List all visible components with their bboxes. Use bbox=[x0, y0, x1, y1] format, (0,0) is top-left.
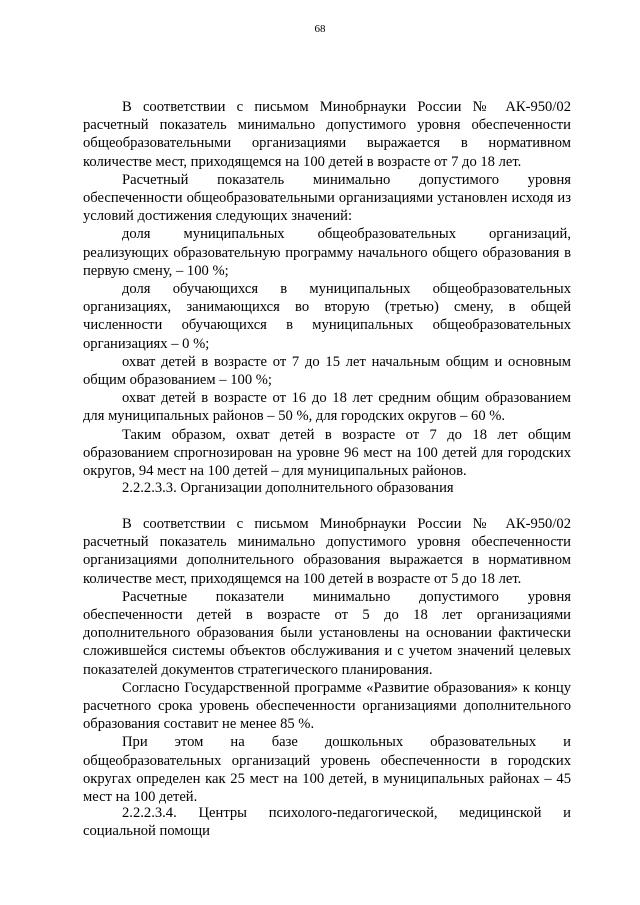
section-additional-education bbox=[83, 515, 571, 806]
paragraph: В соответствии с письмом Минобрнауки России № АК-950/02 расчетный показатель минимально допустимого уровня обеспеченности организациями дополнительного образования выражается в нормативном количестве мест, приходящемся на 100 детей в возрасте от 5 до 18 лет. bbox=[83, 516, 571, 587]
paragraph: Расчетный показатель минимально допустимого уровня обеспеченности общеобразовательными организациями установлен исходя из условий достижения следующих значений: bbox=[83, 171, 571, 225]
paragraph: В соответствии с письмом Минобрнауки России № АК-950/02 расчетный показатель минимально допустимого уровня обеспеченности общеобразовательными организациями выражается в нормативном количестве мест, приходящемся на 100 детей в возрасте от 7 до 18 лет. bbox=[83, 99, 571, 170]
paragraph: доля обучающихся в муниципальных общеобразовательных организациях, занимающихся во вторую (третью) смену, в общей численности обучающихся в муниципальных общеобразовательных организациях – 0 %; bbox=[83, 281, 571, 352]
paragraph: охват детей в возрасте от 16 до 18 лет средним общим образованием для муниципальных районов – 50 %, для городских округов – 60 %. bbox=[83, 390, 571, 425]
paragraph: доля муниципальных общеобразовательных организаций, реализующих образовательную программу начального общего образования в первую смену, – 100 %; bbox=[83, 226, 571, 279]
paragraph: Таким образом, охват детей в возрасте от 7 до 18 лет общим образованием спрогнозирован на уровне 96 мест на 100 детей для городских округов, 94 мест на 100 детей – для муниципальных районов. bbox=[83, 426, 571, 480]
paragraph: охват детей в возрасте от 7 до 15 лет начальным общим и основным общим образованием – 100 %; bbox=[83, 353, 571, 389]
paragraph: Согласно Государственной программе «Развитие образования» к концу расчетного срока уровень обеспеченности организациями дополнительного образования составит не менее 85 %. bbox=[83, 679, 571, 733]
paragraph: При этом на базе дошкольных образовательных и общеобразовательных организаций уровень обеспеченности в городских округах определен как 25 мест на 100 детей, в муниципальных районах – 45 мест на 100 детей. bbox=[83, 734, 571, 806]
heading-support-centers-block bbox=[83, 804, 571, 840]
section-general-education bbox=[83, 98, 571, 480]
paragraph: Расчетные показатели минимально допустимого уровня обеспеченности детей в возрасте от 5 до 18 лет организациями дополнительного образования были установлены на основании фактически сложившейся системы объектов обслуживания и с учетом значений целевых показателей документов стратегического планирования. bbox=[83, 588, 571, 678]
page-number: 68 bbox=[314, 23, 326, 35]
section-heading: 2.2.2.3.4. Центры психолого-педагогической, медицинской и социальной помощи bbox=[83, 805, 571, 840]
heading-additional-education-block bbox=[83, 479, 571, 497]
section-heading: 2.2.2.3.3. Организации дополнительного образования bbox=[122, 480, 454, 496]
